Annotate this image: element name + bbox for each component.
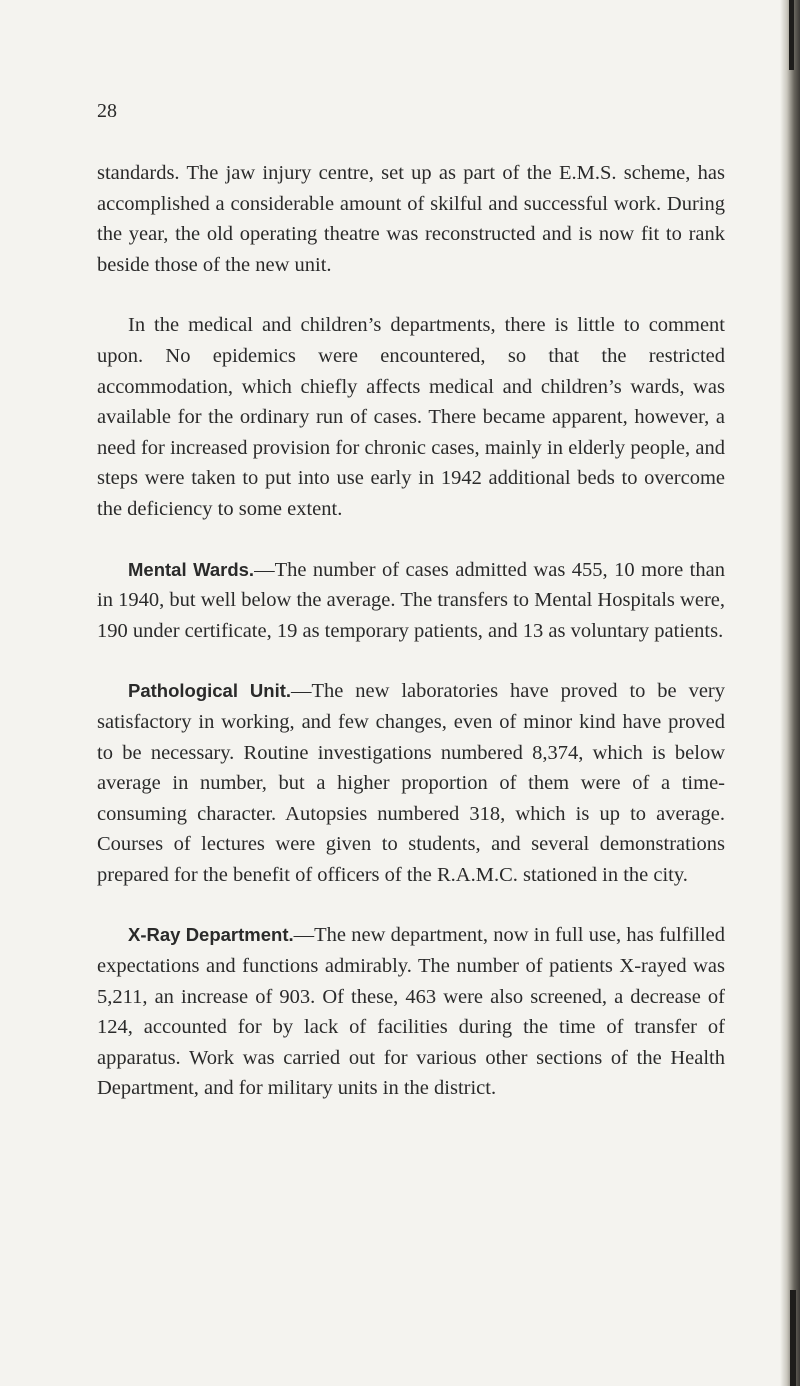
section-heading: Pathological Unit. [128,680,292,702]
paragraph-text: In the medical and children’s departments, there is little to comment upon. No epidemics were encountered, so that the restricted accommodation, which chiefly affects medical and children’s wards, was available for the ordinary run of cases. There became apparent, however, a need for increased provision for chronic cases, mainly in elderly people, and steps were taken to put into use early in 1942 additional beds to overcome the deficiency to some extent. [97,314,725,520]
paragraph-text: —The number of cases admitted was 455, 10 more than in 1940, but well below the average. The transfers to Mental Hospitals were, 190 under certificate, 19 as temporary patients, and 13 as voluntary patients. [97,558,725,642]
paragraph-text: standards. The jaw injury centre, set up as part of the E.M.S. scheme, has accomplished a considerable amount of skilful and successful work. During the year, the old operating theatre was reconstructed and is now fit to rank beside those of the new unit. [97,162,725,276]
paragraph-mental-wards [97,555,725,647]
binding-shadow-mark [789,0,794,70]
paragraph-x-ray-department [97,920,725,1104]
paragraph-text: —The new department, now in full use, has fulfilled expectations and functions admirably. The number of patients X-rayed was 5,211, an increase of 903. Of these, 463 were also screened, a decrease of 124, accounted for by lack of facilities during the time of transfer of apparatus. Work was carried out for various other sections of the Health Department, and for military units in the district. [97,924,726,1100]
section-heading: X-Ray Department. [128,924,294,946]
paragraph-surgical-continuation [97,158,725,280]
report-body [97,158,725,1134]
paragraph-pathological-unit [97,676,725,890]
binding-shadow-mark [790,1290,796,1386]
page-number: 28 [97,100,117,122]
page-binding-edge [780,0,800,1386]
section-heading: Mental Wards. [128,558,255,580]
paragraph-text: —The new laboratories have proved to be very satisfactory in working, and few changes, even of minor kind have proved to be necessary. Routine investigations numbered 8,374, which is below average in number, but a higher proportion of them were of a time-consuming character. Autopsies numbered 318, which is up to average. Courses of lectures were given to students, and several demonstrations prepared for the benefit of officers of the R.A.M.C. stationed in the city. [97,680,725,886]
paragraph-medical-children [97,310,725,524]
